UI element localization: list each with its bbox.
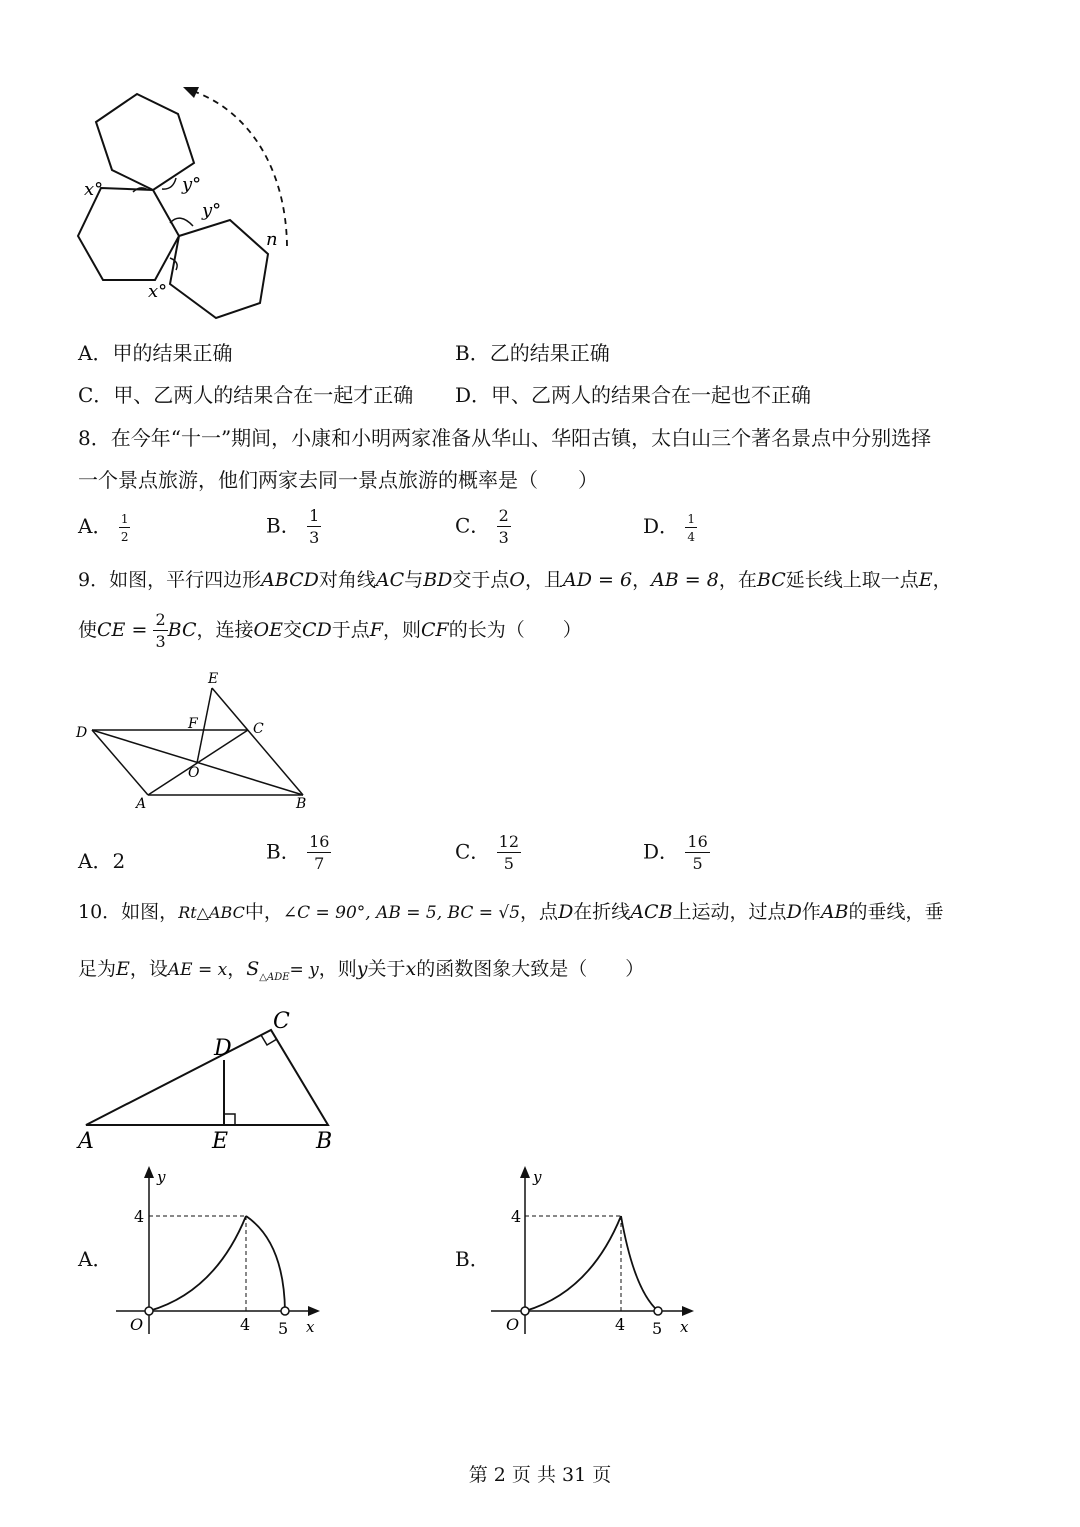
page-footer: 第 2 页 共 31 页 xyxy=(468,1464,612,1486)
axis-label-y: y xyxy=(533,1168,542,1186)
q9-label-f: F xyxy=(188,716,198,732)
option-fraction: $\frac{12}{5}$ xyxy=(498,832,520,873)
q9-label-o: O xyxy=(188,765,200,781)
origin-label: O xyxy=(506,1315,520,1334)
ce-fraction: $\frac{2}{3}$ xyxy=(155,610,166,651)
q8-option-c xyxy=(455,508,511,546)
option-text: 甲、乙两人的结果合在一起也不正确 xyxy=(491,383,812,407)
q10-label-d: D xyxy=(214,1036,232,1061)
y-axis-arrow-icon xyxy=(520,1166,530,1178)
q9-label-e: E xyxy=(208,671,219,687)
axis-label-y: y xyxy=(157,1168,166,1186)
q10-stem-line2: 足为E，设AE = x，$S_{\triangle ADE}= y$，则y关于x的函数图象大致是（ ） xyxy=(78,958,645,983)
q10-triangle-figure xyxy=(70,1000,350,1160)
option-value: 2 xyxy=(112,849,126,873)
q8-option-a xyxy=(78,510,130,543)
tick-label-x5: 5 xyxy=(652,1319,663,1338)
q8-option-b xyxy=(266,508,321,546)
q10-stem-line1: 10．如图，Rt△ABC中，∠C = 90°, AB = 5, BC = √5，点D在折线ACB上运动，过点D作AB的垂线，垂 xyxy=(78,901,944,923)
option-letter: D． xyxy=(643,839,680,864)
q9-option-a xyxy=(78,845,125,874)
option-fraction: $\frac{16}{7}$ xyxy=(309,832,330,873)
q10-option-b-letter: B． xyxy=(455,1247,490,1271)
q7-label-y1: y° xyxy=(182,174,202,195)
option-letter: C． xyxy=(455,839,491,864)
option-letter: A． xyxy=(78,849,113,873)
hexagon-middle xyxy=(78,188,179,280)
option-letter: B． xyxy=(455,341,490,365)
option-text: 甲、乙两人的结果合在一起才正确 xyxy=(113,383,414,407)
curve-rising xyxy=(149,1216,246,1311)
option-letter: D． xyxy=(455,383,492,407)
tick-label-x5: 5 xyxy=(278,1319,289,1338)
q9-label-b: B xyxy=(296,796,307,812)
q9-stem-line2: 使CE = $\frac{2}{3}$ BC，连接OE交CD于点F，则CF的长为（ ） xyxy=(78,610,582,651)
q7-hexagon-figure xyxy=(70,80,310,330)
origin-label: O xyxy=(130,1315,144,1334)
q10-option-b-graph xyxy=(485,1162,705,1342)
x-axis-arrow-icon xyxy=(308,1306,320,1316)
segment-da xyxy=(92,730,148,795)
option-letter: A． xyxy=(78,341,113,365)
q7-label-n: n xyxy=(266,229,278,250)
triangle-abc xyxy=(86,1030,328,1125)
origin-marker xyxy=(145,1307,153,1315)
q9-stem-line1: 9．如图，平行四边形ABCD对角线AC与BD交于点O，且AD = 6，AB = 8，在BC延长线上取一点E， xyxy=(78,569,952,591)
origin-marker xyxy=(521,1307,529,1315)
q10-label-b: B xyxy=(316,1129,333,1154)
option-text: 甲的结果正确 xyxy=(112,341,233,365)
q8-stem-line1: 8．在今年“十一”期间，小康和小明两家准备从华山、华阳古镇，太白山三个著名景点中分别选择 xyxy=(78,426,932,450)
q8-option-d xyxy=(643,510,697,543)
end-marker xyxy=(281,1307,289,1315)
hexagon-right xyxy=(170,220,268,318)
option-letter: A． xyxy=(78,514,113,538)
curve-rising xyxy=(525,1216,621,1311)
option-fraction: $\frac{1}{2}$ xyxy=(120,511,129,544)
q7-option-b xyxy=(455,339,610,367)
q7-option-d xyxy=(455,381,811,409)
rotation-arrow xyxy=(190,90,287,246)
tick-label-x4: 4 xyxy=(240,1315,251,1334)
option-letter: D． xyxy=(643,514,680,538)
right-angle-mark-e xyxy=(224,1114,235,1125)
q9-option-c xyxy=(455,834,521,872)
q9-option-b xyxy=(266,834,331,872)
segment-ce-bc xyxy=(212,688,303,795)
option-fraction: $\frac{2}{3}$ xyxy=(498,506,509,547)
q7-label-y2: y° xyxy=(202,200,222,221)
q7-option-c xyxy=(78,381,413,409)
option-fraction: $\frac{1}{3}$ xyxy=(309,506,320,547)
curve-falling-concave xyxy=(246,1216,285,1311)
q7-label-x1: x° xyxy=(84,179,104,200)
tick-label-y4: 4 xyxy=(511,1207,522,1226)
q9-label-c: C xyxy=(253,721,264,737)
option-letter: C． xyxy=(455,513,491,538)
axis-label-x: x xyxy=(306,1318,315,1336)
segment-oe xyxy=(197,688,212,763)
q9-label-a: A xyxy=(136,796,147,812)
option-text: 乙的结果正确 xyxy=(489,341,610,365)
q7-label-x2: x° xyxy=(148,281,168,302)
diagonal-ac xyxy=(148,730,248,795)
option-letter: B． xyxy=(266,839,301,864)
option-letter: C． xyxy=(78,383,114,407)
q10-label-e: E xyxy=(212,1129,229,1154)
q8-stem-line2: 一个景点旅游，他们两家去同一景点旅游的概率是（ ） xyxy=(78,468,598,492)
q10-option-a-graph xyxy=(110,1162,330,1342)
q10-label-a: A xyxy=(78,1129,94,1154)
option-letter: B． xyxy=(266,513,301,538)
q9-label-d: D xyxy=(76,725,88,741)
curve-falling-convex xyxy=(621,1216,658,1311)
tick-label-y4: 4 xyxy=(134,1207,145,1226)
q10-option-a-letter: A． xyxy=(78,1247,113,1271)
q7-option-a xyxy=(78,339,232,367)
x-axis-arrow-icon xyxy=(682,1306,694,1316)
q10-label-c: C xyxy=(273,1009,290,1034)
option-fraction: $\frac{1}{4}$ xyxy=(687,511,696,544)
q9-option-d xyxy=(643,834,710,872)
axis-label-x: x xyxy=(680,1318,689,1336)
tick-label-x4: 4 xyxy=(615,1315,626,1334)
y-axis-arrow-icon xyxy=(144,1166,154,1178)
end-marker xyxy=(654,1307,662,1315)
option-fraction: $\frac{16}{5}$ xyxy=(687,832,708,873)
hexagon-top xyxy=(96,94,194,190)
q9-parallelogram-figure xyxy=(70,665,320,815)
